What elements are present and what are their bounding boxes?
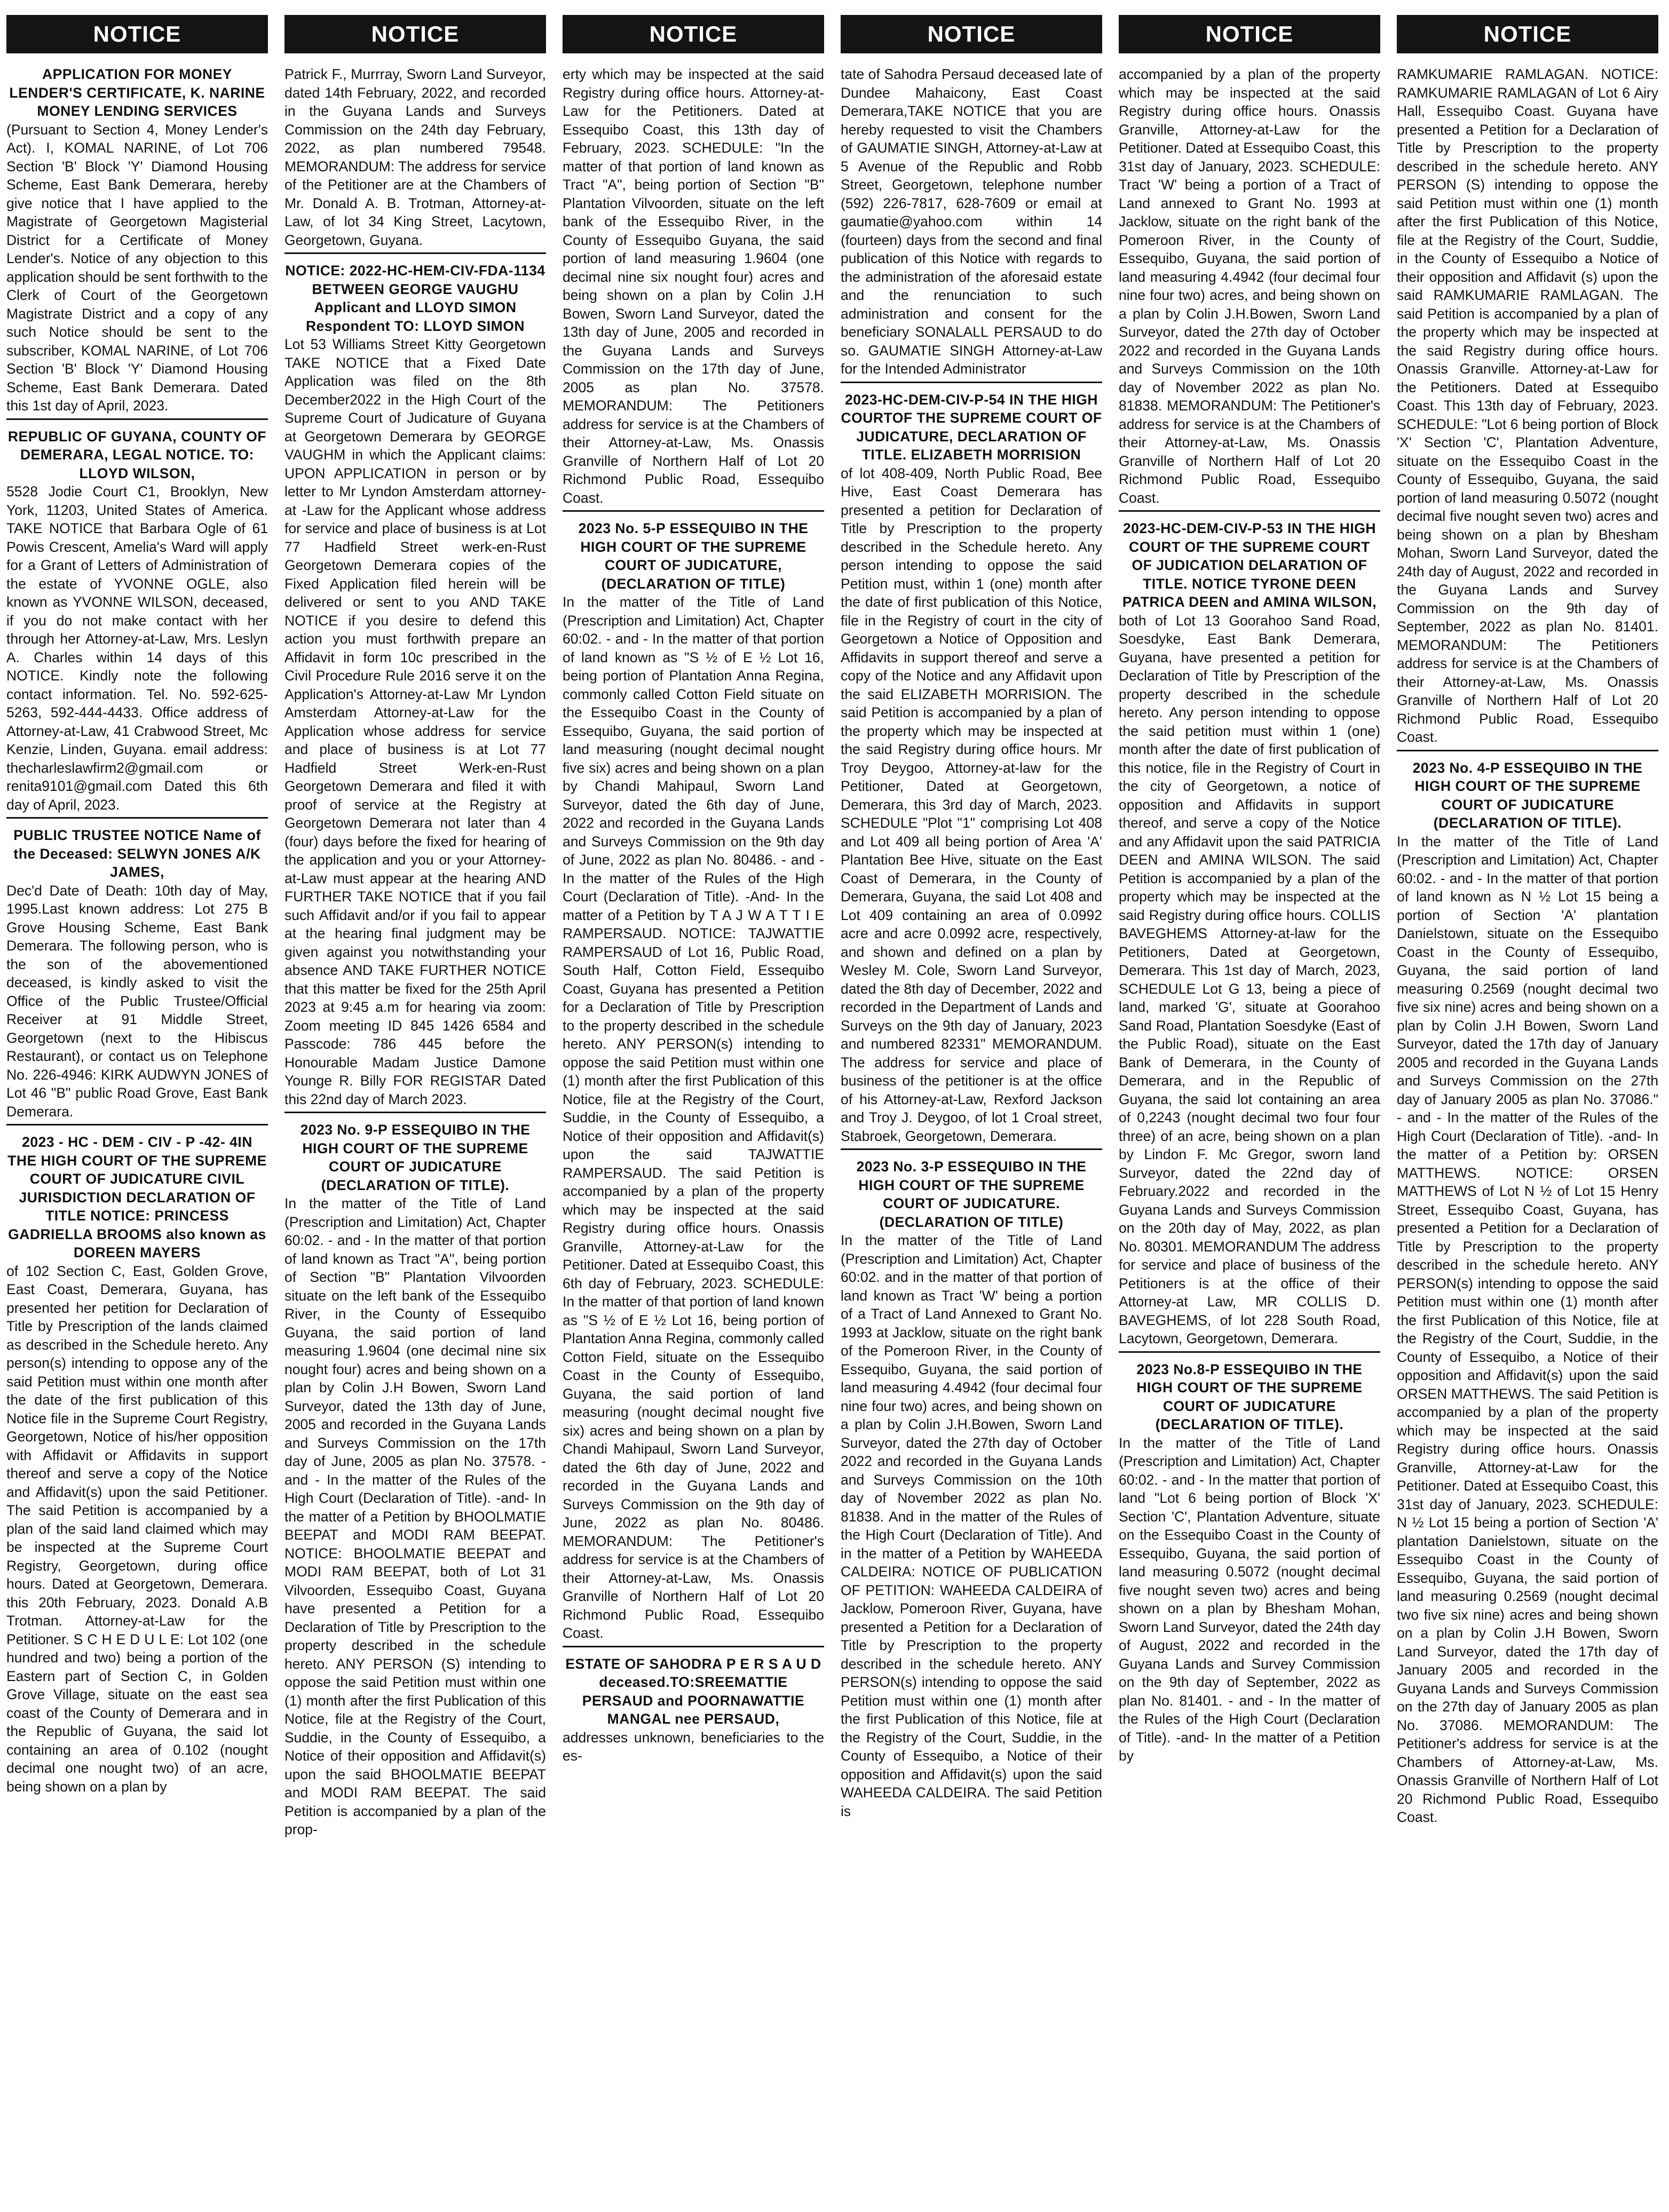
- notice-estate-sahodra: [563, 1655, 824, 1765]
- column-4: [841, 15, 1102, 2203]
- column-header: NOTICE: [6, 15, 268, 53]
- notice-deen-wilson: [1119, 519, 1380, 1348]
- notice-body: of lot 408-409, North Public Road, Bee Hive, East Coast Demerara has presented a petition for Declaration of Title by Prescription to the property described in the Schedule hereto. Any person intending to oppose the said Petition must, within 1 (one) month after the date of first publication of this Notice, file in the Registry of court in the city of Georgetown a Notice of Opposition and Affidavits in support thereof and serve a copy of the Notice and any Affidavit upon the said ELIZABETH MORRISION. The said Petition is accompanied by a plan of the property which may be inspected at the said Registry during office hours. Mr Troy Deygoo, Attorney-at-law for the Petitioner, Dated at Georgetown, Demerara, this 3rd day of March, 2023. SCHEDULE "Plot "1" comprising Lot 408 and Lot 409 all being portion of Area 'A' Plantation Bee Hive, situate on the East Coast of Demerara, in the County of Demerara, Guyana, the said Lot 408 and Lot 409 containing an area of 0.0992 acre and acre 0.0992 acre, respectively, and shown and defined on a plan by Wesley M. Cole, Sworn Land Surveyor, dated the 8th day of December, 2022 and recorded in the Department of Lands and Surveys on the 9th day of January, 2023 and numbered 82331" MEMORANDUM. The address for service and place of business of the petitioner is at the office of his Attorney-at-Law, Rexford Jackson and Troy J. Deygoo, of lot 1 Croal street, Stabroek, Georgetown, Demerara.: [841, 465, 1102, 1144]
- notice-body: In the matter of the Title of Land (Prescription and Limitation) Act, Chapter 60:02. - and - In the matter that portion of land "Lot 6 being portion of Block 'X' Section 'C', Plantation Adventure, situate on the Essequibo Coast in the County of Essequibo, Guyana, the said portion of land measuring 0.5072 (nought decimal five nought seven two) acres and being shown on a plan by Bhesham Mohan, Sworn Land Surveyor, dated the 24th day of August, 2022 and recorded in the Guyana Lands and Survey Commission on the 9th day of September, 2022 as plan No. 81401. - and - In the matter of the Rules of the High Court (Declaration of Title). -and- In the matter of a Petition by: [1119, 1434, 1380, 1764]
- notice-matthews: [1397, 759, 1658, 1827]
- column-5: [1119, 15, 1380, 2203]
- notice-body: of 102 Section C, East, Golden Grove, East Coast, Demerara, Guyana, has presented her petition for Declaration of Title by Prescription of the lands claimed as described in the Schedule hereto. Any person(s) intending to oppose any of the said Petition must within one month after the date of the first publication of this Notice file in the Supreme Court Registry, Georgetown, Notice of his/her opposition with Affidavit or Affidavits in support thereof and serve a copy of the Notice and Affidavit(s) upon the said Petitioner. The said Petition is accompanied by a plan of the said land claimed which may be inspected at the Supreme Court Registry, Georgetown, during office hours. Dated at Georgetown, Demerara. this 20th February, 2023. Donald A.B Trotman. Attorney-at-Law for the Petitioner. S C H E D U L E: Lot 102 (one hundred and two) being a portion of the Eastern part of Section C, in Golden Grove Village, situate on the east sea coast of the County of Demerara and in the Republic of Guyana, the said lot containing an area of 0.102 (nought decimal one nought two) of an acre, being shown on a plan by: [6, 1263, 268, 1795]
- notice-body: In the matter of the Title of Land (Prescription and Limitation) Act, Chapter 60:02. - and - In the matter of that portion of land known as Tract "A", being portion of Section "B" Plantation Vilvoorden situate on the left bank of the Essequibo River, in the County of Essequibo Guyana, the said portion of land measuring 1.9604 (one decimal nine six nought four) acres and being shown on a plan by Colin J.H Bowen, Sworn Land Surveyor, dated the 13th day of June, 2005 and recorded in the Guyana Lands and Surveys Commission on the 17th day of June, 2005 as plan No. 37578. - and - In the matter of the Rules of the High Court (Declaration of Title). -and- In the matter of a Petition by BHOOLMATIE BEEPAT and MODI RAM BEEPAT. NOTICE: BHOOLMATIE BEEPAT and MODI RAM BEEPAT, both of Lot 31 Vilvoorden, Essequibo Coast, Guyana have presented a Petition for a Declaration of Title by Prescription to the property described in the schedule hereto. ANY PERSON (S) intending to oppose the said Petition must within one (1) month after the first Publication of this Notice, file at the Registry of the Court, Suddie, in the County of Essequibo, a Notice of their opposition and Affidavit(s) upon the said BHOOLMATIE BEEPAT and MODI RAM BEEPAT. The said Petition is accompanied by a plan of the prop-: [284, 1195, 546, 1837]
- notice-continuation: [563, 65, 824, 507]
- column-header: NOTICE: [563, 15, 824, 53]
- divider: [1119, 510, 1380, 512]
- notice-title: 2023-HC-DEM-CIV-P-53 IN THE HIGH COURT OF THE SUPREME COURT OF JUDICATION DELARATION OF TITLE. NOTICE TYRONE DEEN PATRICA DEEN and AMINA WILSON,: [1122, 520, 1377, 610]
- divider: [6, 817, 268, 819]
- notice-body: erty which may be inspected at the said Registry during office hours. Attorney-at-Law for the Petitioners. Dated at Essequibo Coast, this 13th day of February, 2023. SCHEDULE: "In the matter of that portion of land known as Tract "A", being portion of Section "B" Plantation Vilvoorden, situate on the left bank of the Essequibo River, in the County of Essequibo Guyana, the said portion of land measuring 1.9604 (one decimal nine six nought four) acres and being shown on a plan by Colin J.H Bowen, Sworn Land Surveyor, dated the 13th day of June, 2005 and recorded in the Guyana Lands and Surveys Commission on the 17th day of June, 2005 as plan No. 37578. MEMORANDUM: The Petitioners address for service is at the Chambers of their Attorney-at-Law, Ms. Onassis Granville of Northern Half of Lot 20 Richmond Public Road, Essequibo Coast.: [563, 66, 824, 506]
- divider: [6, 418, 268, 420]
- notice-public-trustee: [6, 826, 268, 1121]
- notice-title: 2023 No. 3-P ESSEQUIBO IN THE HIGH COURT OF THE SUPREME COURT OF JUDICATURE. (DECLARATION OF TITLE): [856, 1159, 1087, 1230]
- notice-body: accompanied by a plan of the property which may be inspected at the said Registry during office hours. Onassis Granville, Attorney-at-Law for the Petitioner. Dated at Essequibo Coast, this 31st day of January, 2023. SCHEDULE: Tract 'W' being a portion of a Tract of Land annexed to Grant No. 1993 at Jacklow, situate on the right bank of the Pomeroon River, in the County of Essequibo, Guyana, the said portion of land measuring 4.4942 (four decimal four nine four two) acres, and being shown on a plan by Colin J.H.Bowen, Sworn Land Surveyor, dated the 27th day of October 2022 and recorded in the Guyana Lands and Surveys Commission on the 10th day of November 2022 as plan No. 81838. MEMORANDUM: The Petitioner's address for service is at the Chambers of their Attorney-at-Law, Ms. Onassis Granville of Northern Half of Lot 20 Richmond Public Road, Essequibo Coast.: [1119, 66, 1380, 506]
- notice-morrision: [841, 391, 1102, 1146]
- notice-title: 2023 - HC - DEM - CIV - P -42- 4IN THE HIGH COURT OF THE SUPREME COURT OF JUDICATURE CIVIL JURISDICTION DECLARATION OF TITLE NOTICE: PRINCESS GADRIELLA BROOMS also known as DOREEN MAYERS: [7, 1134, 267, 1260]
- notice-body: addresses unknown, beneficiaries to the es-: [563, 1729, 824, 1764]
- column-3: [563, 15, 824, 2203]
- notice-title: 2023-HC-DEM-CIV-P-54 IN THE HIGH COURTOF THE SUPREME COURT OF JUDICATURE, DECLARATION OF TITLE. ELIZABETH MORRISION: [841, 391, 1102, 463]
- column-header: NOTICE: [284, 15, 546, 53]
- column-header: NOTICE: [841, 15, 1102, 53]
- column-header: NOTICE: [1119, 15, 1380, 53]
- notice-title: 2023 No. 9-P ESSEQUIBO IN THE HIGH COURT OF THE SUPREME COURT OF JUDICATURE (DECLARATION OF TITLE).: [300, 1122, 531, 1193]
- notice-money-lender: [6, 65, 268, 415]
- divider: [6, 1124, 268, 1125]
- notice-continuation: [1119, 65, 1380, 507]
- notice-beepat: [284, 1121, 546, 1839]
- notice-body: In the matter of the Title of Land (Prescription and Limitation) Act, Chapter 60:02. - and - In the matter of that portion of land known as "S ½ of E ½ Lot 16, being portion of Plantation Anna Regina, commonly called Cotton Field situate on the Essequibo Coast in the County of Essequibo, Guyana, the said portion of land measuring (nought decimal nought five six) acres and being shown on a plan by Chandi Mahipaul, Sworn Land Surveyor, dated the 6th day of June, 2022 and recorded in the Guyana Lands and Surveys Commission on the 9th day of June, 2022 as plan No. 80486. - and - In the matter of the Rules of the High Court (Declaration of Title). -And- In the matter of a Petition by T A J W A T T I E RAMPERSAUD. NOTICE: TAJWATTIE RAMPERSAUD of Lot 16, Public Road, South Half, Cotton Field, Essequibo Coast, Guyana has presented a Petition for a Declaration of Title by Prescription to the property described in the schedule hereto. ANY PERSON(s) intending to oppose the said Petition must within one (1) month after the first Publication of this Notice, file at the Registry of the Court, Suddie, in the County of Essequibo, a Notice of their opposition and Affidavit(s) upon the said TAJWATTIE RAMPERSAUD. The said Petition is accompanied by a plan of the property which may be inspected at the said Registry during office hours. Onassis Granville, Attorney-at-Law for the Petitioner. Dated at Essequibo Coast, this 6th day of February, 2023. SCHEDULE: In the matter of that portion of land known as "S ½ of E ½ Lot 16, being portion of Plantation Anna Regina, commonly called Cotton Field, situate on the Essequibo Coast in the County of Essequibo, Guyana, the said portion of land measuring (nought decimal nought five six) acres and being shown on a plan by Chandi Mahipaul, Sworn Land Surveyor, dated the 6th day of June, 2022 and recorded in the Guyana Lands and Surveys Commission on the 9th day of June, 2022 as plan No. 80486. MEMORANDUM: The Petitioner's address for service is at the Chambers of their Attorney-at-Law, Ms. Onassis Granville of Northern Half of Lot 20 Richmond Public Road, Essequibo Coast.: [563, 594, 824, 1641]
- notice-body: Lot 53 Williams Street Kitty Georgetown TAKE NOTICE that a Fixed Date Application was filed on the 8th December2022 in the High Court of the Supreme Court of Judicature of Guyana at Georgetown Demerara by GEORGE VAUGHM in which the Applicant claims: UPON APPLICATION in person or by letter to Mr Lyndon Amsterdam attorney-at -Law for the Applicant whose address for service and place of business is at Lot 77 Hadfield Street werk-en-Rust Georgetown Demerara copies of the Fixed Application filed herein will be delivered or sent to you AND TAKE NOTICE if you desire to defend this action you must forthwith prepare an Affidavit in form 10c prescribed in the Civil Procedure Rule 2016 serve it on the Application's Attorney-at-Law Mr Lyndon Amsterdam Attorney-at-Law for the Application whose address for service and place of business is at Lot 77 Hadfield Street Werk-en-Rust Georgetown Demerara and filed it with proof of service at the Registry at Georgetown Demerara not later than 4 (four) days before the fixed for hearing of the application and you or your Attorney-at-Law must appear at the hearing AND FURTHER TAKE NOTICE that if you fail such Affidavit and/or if you fail to appear at the hearing final judgment may be given against you notwithstanding your absence AND TAKE FURTHER NOTICE that this matter be fixed for the 25th April 2023 at 9:45 a.m for hearing via zoom: Zoom meeting ID 845 1426 6584 and Passcode: 786 445 before the Honourable Madam Justice Damone Younge R. Billy FOR REGISTAR Dated this 22nd day of March 2023.: [284, 336, 546, 1107]
- column-1: [6, 15, 268, 2203]
- notice-title: 2023 No. 5-P ESSEQUIBO IN THE HIGH COURT OF THE SUPREME COURT OF JUDICATURE, (DECLARATION OF TITLE): [578, 520, 809, 592]
- notice-continuation: [284, 65, 546, 249]
- notice-8p-essequibo: [1119, 1360, 1380, 1765]
- notice-lloyd-simon: [284, 261, 546, 1108]
- notice-body: 5528 Jodie Court C1, Brooklyn, New York, 11203, United States of America. TAKE NOTICE that Barbara Ogle of 61 Powis Crescent, Amelia's Ward will apply for a Grant of Letters of Administration of the estate of YVONNE OGLE, also known as YVONNE WILSON, deceased, if you do not make contact with her through her Attorney-at-Law, Mrs. Leslyn A. Charles within 14 days of this NOTICE. Kindly note the following contact information. Tel. No. 592-625-5263, 592-444-4433. Office address of Attorney-at-Law, 41 Crabwood Street, Mc Kenzie, Linden, Guyana. email address: thecharleslawfirm2@gmail.com or renita9101@gmail.com Dated this 6th day of April, 2023.: [6, 483, 268, 813]
- notice-title: 2023 No.8-P ESSEQUIBO IN THE HIGH COURT OF THE SUPREME COURT OF JUDICATURE (DECLARATION OF TITLE).: [1136, 1361, 1363, 1432]
- notice-body: Patrick F., Murrray, Sworn Land Surveyor, dated 14th February, 2022, and recorded in the Guyana Lands and Surveys Commission on the 24th day February, 2022, as plan numbered 79548. MEMORANDUM: The address for service of the Petitioner are at the Chambers of Mr. Donald A. B. Trotman, Attorney-at-Law, of lot 34 King Street, Lacytown, Georgetown, Guyana.: [284, 66, 546, 248]
- divider: [1119, 1351, 1380, 1353]
- notice-title: PUBLIC TRUSTEE NOTICE Name of the Deceased: SELWYN JONES A/K JAMES,: [13, 827, 261, 880]
- divider: [284, 252, 546, 254]
- notice-legal-lloyd-wilson: [6, 427, 268, 814]
- notice-ramlagan: [1397, 65, 1658, 747]
- notice-body: In the matter of the Title of Land (Prescription and Limitation) Act, Chapter 60:02. - and - In the matter of that portion of land known as N ½ Lot 15 being a portion of Section 'A' plantation Danielstown, situate on the Essequibo Coast in the County of Essequibo, Guyana, the said portion of land measuring 0.2569 (nought decimal two five six nine) acres and being shown on a plan by Colin J.H Bowen, Sworn Land Surveyor, dated the 17th day of January 2005 and recorded in the Guyana Lands and Surveys Commission on the 27th day of January 2005 as plan No. 37086." - and - In the matter of the Rules of the High Court (Declaration of Title). -and- In the matter of a Petition by: ORSEN MATTHEWS. NOTICE: ORSEN MATTHEWS of Lot N ½ of Lot 15 Henry Street, Essequibo Coast, Guyana, has presented a Petition for a Declaration of Title by Prescription to the property described in the schedule hereto. ANY PERSON(s) intending to oppose the said Petition must within one (1) month after the first Publication of this Notice, file at the Registry of the Court, Suddie, in the County of Essequibo, a Notice of their opposition and Affidavit(s) upon the said ORSEN MATTHEWS. The said Petition is accompanied by a plan of the property which may be inspected at the said Registry during office hours. Onassis Granville, Attorney-at-Law for the Petitioner. Dated at Essequibo Coast, this 31st day of January, 2023. SCHEDULE: N ½ Lot 15 being a portion of Section 'A' plantation Danielstown, situate on the Essequibo Coast in the County of Essequibo, Guyana, the said portion of land measuring 0.2569 (nought decimal two five six nine) acres and being shown on a plan by Colin J.H Bowen, Sworn Land Surveyor, dated the 17th day of January 2005 and recorded in the Guyana Lands and Surveys Commission on the 27th day of January 2005 as plan No. 37086. MEMORANDUM: The Petitioner's address for service is at the Chambers of Attorney-at-Law, Ms. Onassis Granville of Northern Half of Lot 20 Richmond Public Road, Essequibo Coast.: [1397, 833, 1658, 1825]
- divider: [1397, 750, 1658, 751]
- column-header: NOTICE: [1397, 15, 1658, 53]
- notice-title: ESTATE OF SAHODRA P E R S A U D deceased.TO:SREEMATTIE PERSAUD and POORNAWATTIE MANGAL nee PERSAUD,: [565, 1655, 821, 1727]
- notice-title: NOTICE: 2022-HC-HEM-CIV-FDA-1134 BETWEEN GEORGE VAUGHU Applicant and LLOYD SIMON Respondent TO: LLOYD SIMON: [285, 263, 545, 334]
- notice-rampersaud: [563, 519, 824, 1643]
- notice-caldeira: [841, 1157, 1102, 1820]
- notice-doreen-mayers: [6, 1133, 268, 1796]
- divider: [563, 1646, 824, 1647]
- notice-title: REPUBLIC OF GUYANA, COUNTY OF DEMERARA, LEGAL NOTICE. TO: LLOYD WILSON,: [7, 428, 267, 481]
- notice-body: both of Lot 13 Goorahoo Sand Road, Soesdyke, East Bank Demerara, Guyana, have presented a petition for Declaration of Title by Prescription of the property described in the schedule hereto. Any person intending to oppose the said petition must within 1 (one) month after the date of first publication of this notice, file in the Registry of Court in the city of Georgetown, a notice of opposition and Affidavits in support thereof, and serve a copy of the Notice and any Affidavit upon the said PATRICIA DEEN and AMINA WILSON. The said Petition is accompanied by a plan of the property which may be inspected at the said Registry during office hours. COLLIS BAVEGHEMS Attorney-at-law for the Petitioners, Dated at Georgetown, Demerara. This 1st day of March, 2023, SCHEDULE Lot G 13, being a piece of land, marked 'G', situate at Goorahoo Sand Road, Plantation Soesdyke (East of the Public Road), situate on the East Bank of Demerara, in the County of Demerara, and in the Republic of Guyana, the said lot containing an area of 0,2243 (nought decimal two four four three) of an acre, being shown on a plan by Lindon F. Mc Gregor, sworn land Surveyor, dated the 22nd day of February.2022 and recorded in the Guyana Lands and Surveys Commission on the 20th day of May, 2022, as plan No. 80301. MEMORANDUM The address for service and place of business of the Petitioners is at the office of their Attorney-at Law, MR COLLIS D. BAVEGHEMS, of lot 228 South Road, Lacytown, Georgetown, Demerara.: [1119, 612, 1380, 1346]
- notice-body: tate of Sahodra Persaud deceased late of Dundee Mahaicony, East Coast Demerara,TAKE NOTICE that you are hereby requested to visit the Chambers of GAUMATIE SINGH, Attorney-at-Law at 5 Avenue of the Republic and Robb Street, Georgetown, telephone number (592) 226-7817, 628-7609 or email at gaumatie@yahoo.com within 14 (fourteen) days from the second and final publication of this Notice with regards to the administration of the aforesaid estate and the renunciation to such administration and consent for the beneficiary SONALALL PERSAUD to do so. GAUMATIE SINGH Attorney-at-Law for the Intended Administrator: [841, 66, 1102, 377]
- notice-body: In the matter of the Title of Land (Prescription and Limitation) Act, Chapter 60:02. and in the matter of that portion of land known as Tract 'W' being a portion of a Tract of Land Annexed to Grant No. 1993 at Jacklow, situate on the right bank of the Pomeroon River, in the County of Essequibo, Guyana, the said portion of land measuring 4.4942 (four decimal four nine four two) acres, and being shown on a plan by Colin J.H.Bowen, Sworn Land Surveyor, dated the 27th day of October 2022 and recorded in the Guyana Lands and Surveys Commission on the 10th day of November 2022 as plan No. 81838. And in the matter of the Rules of the High Court (Declaration of Title). And in the matter of a Petition by WAHEEDA CALDEIRA: NOTICE OF PUBLICATION OF PETITION: WAHEEDA CALDEIRA of Jacklow, Pomeroon River, Guyana, have presented a Petition for a Declaration of Title by Prescription to the property described in the schedule hereto. ANY PERSON(s) intending to oppose the said Petition must within one (1) month after the first Publication of this Notice, file at the Registry of the Court, Suddie, in the County of Essequibo, a Notice of their opposition and Affidavit(s) upon the said WAHEEDA CALDEIRA. The said Petition is: [841, 1232, 1102, 1819]
- column-6: [1397, 15, 1658, 2203]
- notice-body: (Pursuant to Section 4, Money Lender's Act). I, KOMAL NARINE, of Lot 706 Section 'B' Block 'Y' Diamond Housing Scheme, East Bank Demerara, hereby give notice that I have applied to the Magistrate of Georgetown Magisterial District for a Certificate of Money Lender's. Notice of any objection to this application should be sent forthwith to the Clerk of Court of the Georgetown Magistrate District and a copy of any such Notice should be sent to the subscriber, KOMAL NARINE, of Lot 706 Section 'B' Block 'Y' Diamond Housing Scheme, East Bank Demerara. Dated this 1st day of April, 2023.: [6, 121, 268, 414]
- column-2: [284, 15, 546, 2203]
- divider: [841, 1148, 1102, 1150]
- divider: [284, 1112, 546, 1113]
- notice-title: 2023 No. 4-P ESSEQUIBO IN THE HIGH COURT OF THE SUPREME COURT OF JUDICATURE (DECLARATION OF TITLE).: [1412, 759, 1643, 831]
- notice-body: RAMKUMARIE RAMLAGAN. NOTICE: RAMKUMARIE RAMLAGAN of Lot 6 Airy Hall, Essequibo Coast. Guyana have presented a Petition for a Declaration of Title by Prescription to the property described in the schedule hereto. ANY PERSON (S) intending to oppose the said Petition must within one (1) month after the first Publication of this Notice, file at the Registry of the Court, Suddie, in the County of Essequibo a Notice of their opposition and Affidavit (s) upon the said RAMKUMARIE RAMLAGAN. The said Petition is accompanied by a plan of the property which may be inspected at the said Registry during office hours. Onassis Granville. Attorney-at-Law for the Petitioners. Dated at Essequibo Coast. This 13th day of February, 2023. SCHEDULE: "Lot 6 being portion of Block 'X' Section 'C', Plantation Adventure, situate on the Essequibo Coast in the County of Essequibo, Guyana, the said portion of land measuring 0.5072 (nought decimal five nought seven two) acres and being shown on a plan by Bhesham Mohan, Sworn Land Surveyor, dated the 24th day of August, 2022 and recorded in the Guyana Lands and Survey Commission on the 9th day of September, 2022 as plan No. 81401. MEMORANDUM: The Petitioners address for service is at the Chambers of their Attorney-at-Law, Ms. Onassis Granville of Northern Half of Lot 20 Richmond Public Road, Essequibo Coast.: [1397, 66, 1658, 745]
- divider: [563, 510, 824, 512]
- divider: [841, 382, 1102, 383]
- notice-continuation: [841, 65, 1102, 378]
- notice-body: Dec'd Date of Death: 10th day of May, 1995.Last known address: Lot 275 B Grove Housing Scheme, East Bank Demerara. The following person, who is the son of the abovementioned deceased, is kindly asked to visit the Office of the Public Trustee/Official Receiver at 91 Middle Street, Georgetown (next to the Hibiscus Restaurant), or contact us on Telephone No. 226-4946: KIRK AUDWYN JONES of Lot 46 "B" public Road Grove, East Bank Demerara.: [6, 882, 268, 1120]
- notice-title: APPLICATION FOR MONEY LENDER'S CERTIFICATE, K. NARINE MONEY LENDING SERVICES: [9, 66, 265, 119]
